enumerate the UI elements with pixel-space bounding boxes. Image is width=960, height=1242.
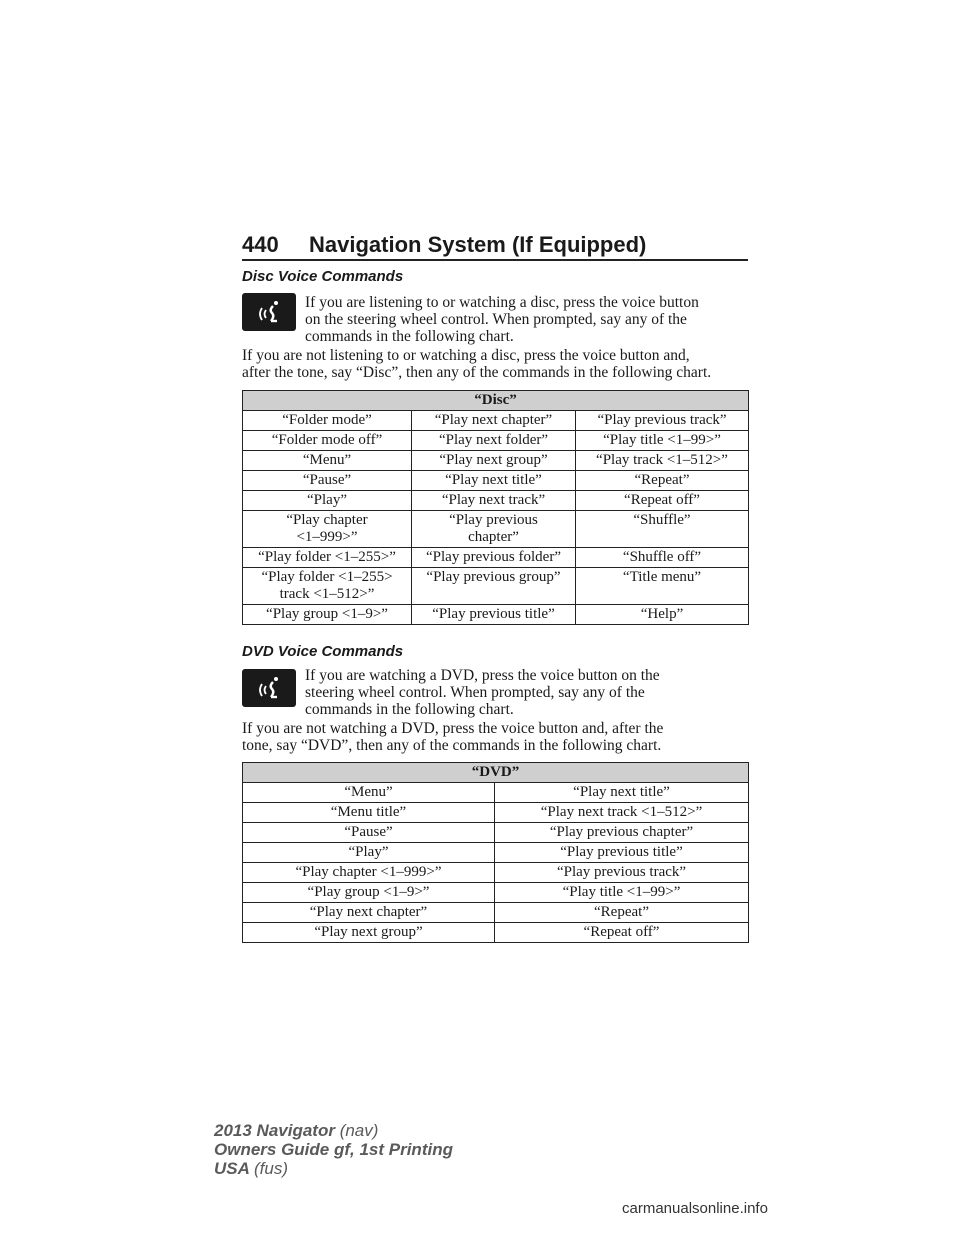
- text-line: after the tone, say “Disc”, then any of the commands in the following chart.: [242, 364, 712, 381]
- table-cell: “Shuffle”: [576, 511, 749, 548]
- table-cell: “Play”: [243, 843, 495, 863]
- table-row: [243, 783, 749, 803]
- table-header: “DVD”: [243, 763, 749, 783]
- table-body: [243, 783, 749, 943]
- table-cell: “Folder mode”: [243, 411, 412, 431]
- table-cell: “Play folder <1–255>”: [243, 548, 412, 568]
- footer-model-code: (nav): [339, 1121, 379, 1140]
- text-line: If you are not watching a DVD, press the voice button and, after the: [242, 720, 664, 737]
- table-cell: “Play next group”: [412, 451, 576, 471]
- table-cell: “Title menu”: [576, 568, 749, 605]
- dvd-section-heading: DVD Voice Commands: [242, 643, 404, 660]
- table-row: [243, 471, 749, 491]
- table-cell: “Play next folder”: [412, 431, 576, 451]
- text-line: commands in the following chart.: [305, 328, 514, 345]
- footer-region-code: (fus): [254, 1159, 288, 1178]
- disc-paragraph: [242, 347, 711, 381]
- table-cell: “Play group <1–9>”: [243, 883, 495, 903]
- disc-section-heading: Disc Voice Commands: [242, 268, 404, 285]
- table-cell: “Play previous title”: [495, 843, 749, 863]
- table-cell: “Play previous track”: [576, 411, 749, 431]
- table-row: [243, 923, 749, 943]
- table-cell: “Menu title”: [243, 803, 495, 823]
- table-cell: “Pause”: [243, 471, 412, 491]
- table-cell: “Play title <1–99>”: [495, 883, 749, 903]
- table-cell: “Repeat”: [495, 903, 749, 923]
- table-row: [243, 843, 749, 863]
- voice-button-icon: [242, 669, 296, 707]
- footer-region-name: USA: [214, 1159, 250, 1178]
- table-row: [243, 451, 749, 471]
- page-number: 440: [242, 232, 279, 257]
- disc-intro-text: [305, 294, 699, 345]
- table-cell: “Repeat”: [576, 471, 749, 491]
- table-cell: “Play next chapter”: [412, 411, 576, 431]
- table-cell: “Menu”: [243, 451, 412, 471]
- dvd-intro-text: [305, 667, 660, 718]
- table-row: [243, 803, 749, 823]
- table-row: [243, 548, 749, 568]
- table-cell: “Repeat off”: [495, 923, 749, 943]
- footer-region: [214, 1159, 288, 1178]
- text-line: If you are not listening to or watching a disc, press the voice button and,: [242, 347, 690, 364]
- table-cell: “Play group <1–9>”: [243, 605, 412, 625]
- table-row: [243, 491, 749, 511]
- disc-commands-table: [242, 390, 749, 625]
- table-body: [243, 411, 749, 625]
- table-cell: “Play chapter <1–999>”: [243, 511, 412, 548]
- text-line: If you are listening to or watching a disc, press the voice button: [305, 294, 699, 311]
- table-row: [243, 568, 749, 605]
- table-row: [243, 883, 749, 903]
- table-row: [243, 511, 749, 548]
- table-cell: “Play previous group”: [412, 568, 576, 605]
- table-row: [243, 411, 749, 431]
- table-cell: “Play next chapter”: [243, 903, 495, 923]
- page-title: Navigation System (If Equipped): [309, 232, 647, 257]
- table-cell: “Play chapter <1–999>”: [243, 863, 495, 883]
- text-line: commands in the following chart.: [305, 701, 514, 718]
- table-cell: “Play track <1–512>”: [576, 451, 749, 471]
- table-row: [243, 431, 749, 451]
- table-cell: “Play next group”: [243, 923, 495, 943]
- table-header: “Disc”: [243, 391, 749, 411]
- table-cell: “Play previous chapter”: [495, 823, 749, 843]
- table-cell: “Menu”: [243, 783, 495, 803]
- table-cell: “Shuffle off”: [576, 548, 749, 568]
- table-row: [243, 823, 749, 843]
- table-cell: “Play next title”: [495, 783, 749, 803]
- table-cell: “Help”: [576, 605, 749, 625]
- table-cell: “Play next track <1–512>”: [495, 803, 749, 823]
- table-cell: “Play folder <1–255> track <1–512>”: [243, 568, 412, 605]
- table-cell: “Repeat off”: [576, 491, 749, 511]
- table-cell: “Play”: [243, 491, 412, 511]
- text-line: on the steering wheel control. When prompted, say any of the: [305, 311, 687, 328]
- footer-model: [214, 1121, 378, 1140]
- header-rule: [242, 259, 748, 261]
- text-line: If you are watching a DVD, press the voice button on the: [305, 667, 660, 684]
- table-cell: “Folder mode off”: [243, 431, 412, 451]
- footer-model-name: 2013 Navigator: [214, 1121, 335, 1140]
- table-cell: “Play next track”: [412, 491, 576, 511]
- watermark: carmanualsonline.info: [622, 1200, 768, 1217]
- table-row: [243, 903, 749, 923]
- table-cell: “Play previous folder”: [412, 548, 576, 568]
- text-line: tone, say “DVD”, then any of the commands in the following chart.: [242, 737, 662, 754]
- table-row: [243, 863, 749, 883]
- text-line: steering wheel control. When prompted, say any of the: [305, 684, 645, 701]
- table-row: [243, 605, 749, 625]
- table-cell: “Play title <1–99>”: [576, 431, 749, 451]
- table-cell: “Play previous chapter”: [412, 511, 576, 548]
- dvd-commands-table: [242, 762, 749, 943]
- footer-guide: Owners Guide gf, 1st Printing: [214, 1140, 453, 1159]
- table-cell: “Play previous title”: [412, 605, 576, 625]
- table-cell: “Pause”: [243, 823, 495, 843]
- table-cell: “Play next title”: [412, 471, 576, 491]
- voice-button-icon: [242, 293, 296, 331]
- dvd-paragraph: [242, 720, 663, 754]
- table-cell: “Play previous track”: [495, 863, 749, 883]
